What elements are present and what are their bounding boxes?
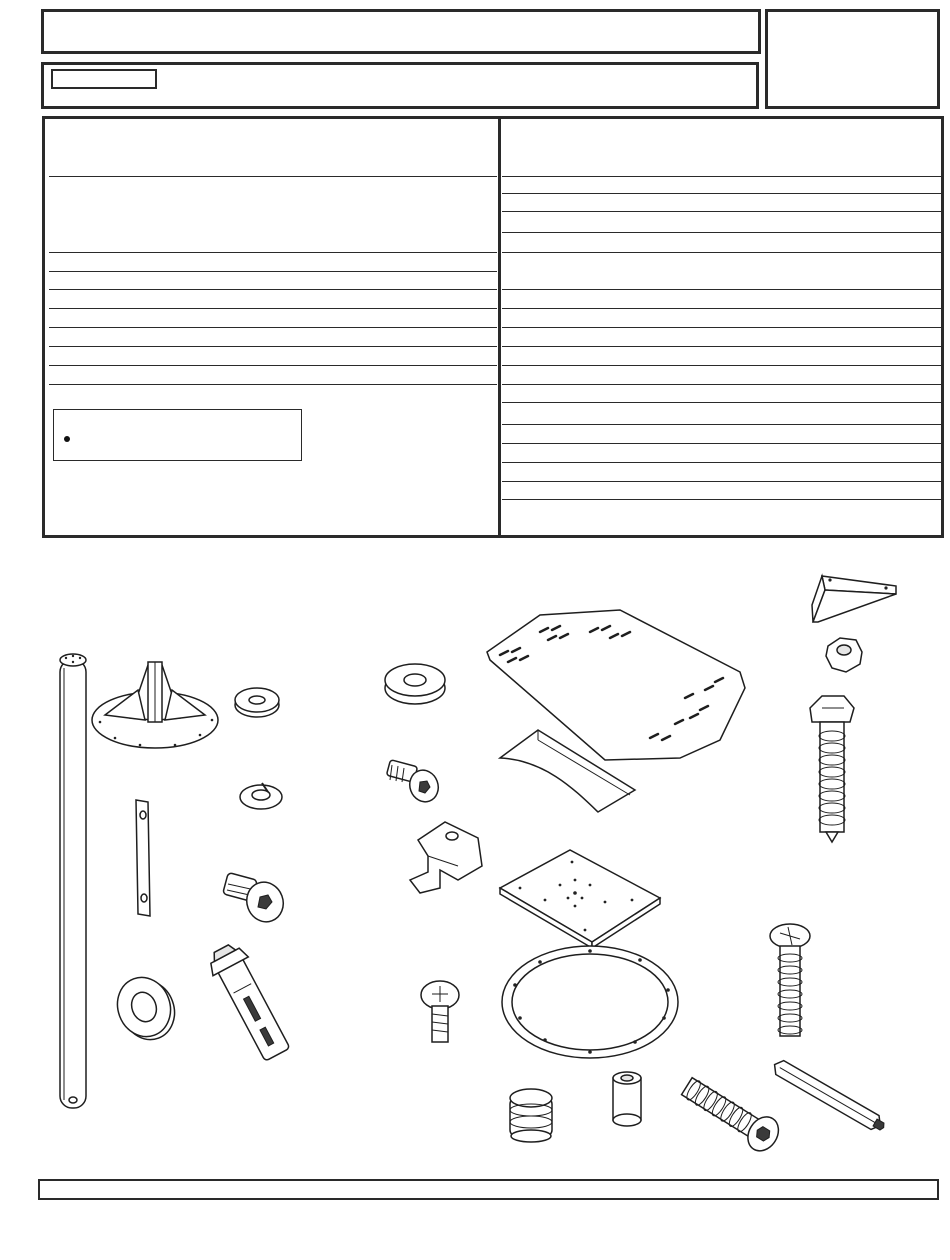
right-rule xyxy=(502,346,942,347)
parts-diagram xyxy=(0,540,950,1180)
left-rule xyxy=(49,327,497,328)
left-rule xyxy=(49,365,497,366)
right-rule xyxy=(502,289,942,290)
lock-washer-part xyxy=(240,783,282,809)
bullet-icon xyxy=(64,436,70,442)
self-tapping-screw-part xyxy=(677,1071,784,1157)
angle-bracket-part xyxy=(812,576,896,622)
right-rule xyxy=(502,232,942,233)
right-rule xyxy=(502,481,942,482)
right-rule xyxy=(502,424,942,425)
base-flange-part xyxy=(92,662,218,748)
left-rule xyxy=(49,289,497,290)
left-rule xyxy=(49,346,497,347)
title-box xyxy=(41,9,761,54)
table-divider xyxy=(498,119,501,535)
right-rule xyxy=(502,193,942,194)
right-rule xyxy=(502,462,942,463)
note-box xyxy=(53,409,302,461)
square-plate-part xyxy=(500,850,660,948)
side-info-box xyxy=(765,9,940,109)
right-rule xyxy=(502,308,942,309)
right-rule xyxy=(502,384,942,385)
spacer-sleeve-part xyxy=(613,1072,641,1126)
sleeve-anchor-part xyxy=(204,939,296,1064)
subtitle-box xyxy=(41,62,759,109)
right-rule xyxy=(502,402,942,403)
phillips-screw-part xyxy=(770,924,810,1036)
right-rule xyxy=(502,499,942,500)
left-rule xyxy=(49,252,497,253)
left-rule xyxy=(49,176,497,177)
hex-key-part xyxy=(771,1058,888,1135)
vented-plate-part xyxy=(487,610,745,760)
left-rule xyxy=(49,271,497,272)
hex-nut-part xyxy=(826,638,862,672)
footer-bar xyxy=(38,1179,939,1200)
left-rule xyxy=(49,384,497,385)
plastic-plug-part xyxy=(510,1089,552,1142)
rubber-grommet-part xyxy=(109,970,182,1047)
button-head-screw-part xyxy=(386,760,442,806)
hex-lag-bolt-part xyxy=(810,696,854,842)
spec-table xyxy=(42,116,944,538)
label-tag xyxy=(51,69,157,89)
strap-part xyxy=(136,800,150,916)
right-rule xyxy=(502,252,942,253)
right-rule xyxy=(502,443,942,444)
button-head-bolt-part xyxy=(223,872,289,926)
thick-washer-part xyxy=(385,664,445,704)
gasket-ring-part xyxy=(502,946,678,1058)
right-rule xyxy=(502,327,942,328)
right-rule xyxy=(502,365,942,366)
pan-head-screw-part xyxy=(421,981,459,1042)
left-rule xyxy=(49,308,497,309)
j-clip-part xyxy=(410,822,482,893)
right-rule xyxy=(502,211,942,212)
right-rule xyxy=(502,176,942,177)
pole-part xyxy=(60,654,86,1108)
flat-washer-part xyxy=(235,688,279,717)
